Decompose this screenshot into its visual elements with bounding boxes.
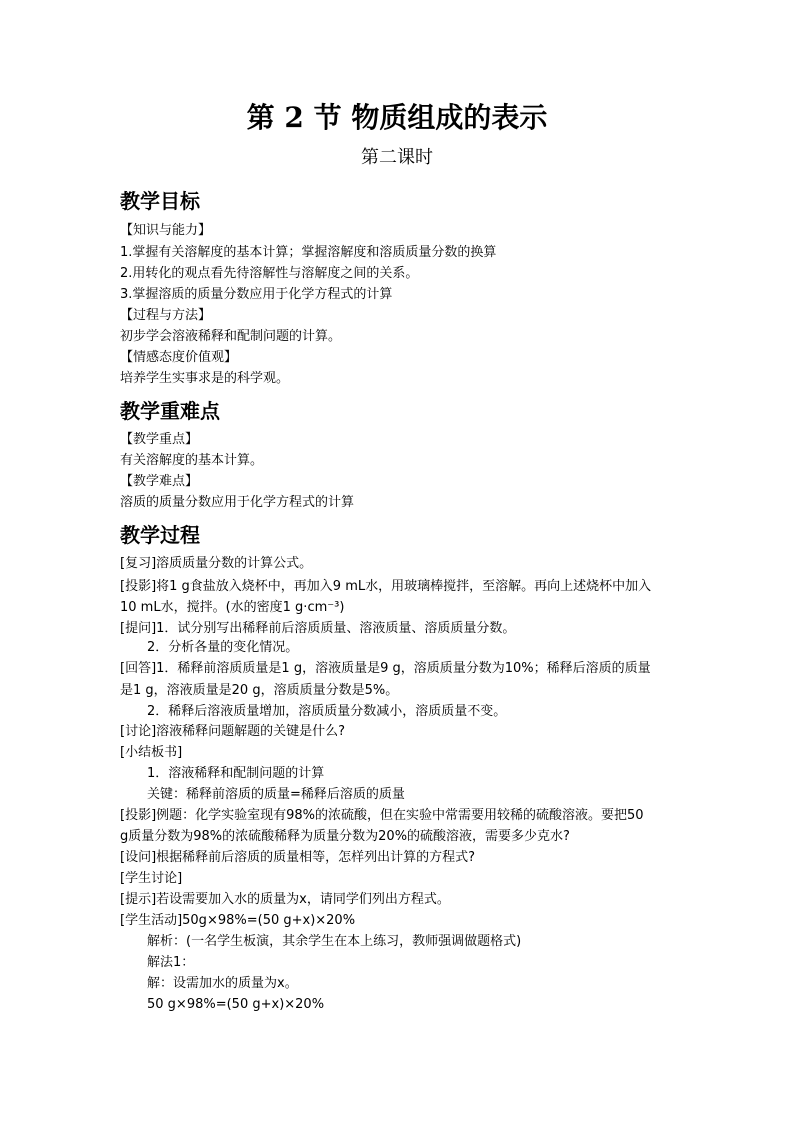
objectives-line: 【过程与方法】 <box>120 308 212 323</box>
section-heading-process: 教学过程 <box>120 523 200 547</box>
process-line: 50 g×98%=(50 g+x)×20% <box>147 997 325 1012</box>
key-points-line: 【教学难点】 <box>120 474 199 489</box>
process-line: g质量分数为98%的浓硫酸稀释为质量分数为20%的硫酸溶液，需要多少克水? <box>120 829 570 844</box>
page-subtitle: 第二课时 <box>361 147 433 168</box>
process-line: [投影]例题：化学实验室现有98%的浓硫酸，但在实验中常需要用较稀的硫酸溶液。要把50 <box>120 808 644 823</box>
process-line: 是1 g，溶液质量是20 g，溶质质量分数是5%。 <box>120 683 399 698</box>
process-line: [设问]根据稀释前后溶质的质量相等，怎样列出计算的方程式? <box>120 850 476 865</box>
process-line: 关键：稀释前溶质的质量=稀释后溶质的质量 <box>147 787 405 802</box>
objectives-line: 初步学会溶液稀释和配制问题的计算。 <box>120 329 342 344</box>
process-line: 10 mL水，搅拌。(水的密度1 g·cm⁻³) <box>120 600 345 615</box>
section-heading-objectives: 教学目标 <box>120 189 200 213</box>
process-line: [小结板书] <box>120 745 183 760</box>
process-line: 2．稀释后溶液质量增加，溶质质量分数减小，溶质质量不变。 <box>147 704 507 719</box>
page-title: 第 2 节 物质组成的表示 <box>246 101 548 134</box>
process-line: 解：设需加水的质量为x。 <box>147 976 298 991</box>
key-points-line: 【教学重点】 <box>120 432 199 447</box>
objectives-line: 培养学生实事求是的科学观。 <box>120 371 290 386</box>
process-line: 1．溶液稀释和配制问题的计算 <box>147 766 325 781</box>
process-line: [讨论]溶液稀释问题解题的关键是什么? <box>120 724 346 739</box>
process-line: [回答]1．稀释前溶质质量是1 g，溶液质量是9 g，溶质质量分数为10%；稀释后溶质的质量 <box>120 661 651 676</box>
process-line: [学生活动]50g×98%=(50 g+x)×20% <box>120 913 356 928</box>
process-line: [提问]1．试分别写出稀释前后溶质质量、溶液质量、溶质质量分数。 <box>120 621 516 636</box>
key-points-line: 有关溶解度的基本计算。 <box>120 453 264 468</box>
process-line: [学生讨论] <box>120 871 183 886</box>
process-line: 解法1： <box>147 955 195 970</box>
process-line: 2．分析各量的变化情况。 <box>147 640 299 655</box>
objectives-line: 3.掌握溶质的质量分数应用于化学方程式的计算 <box>120 287 393 302</box>
process-line: [投影]将1 g食盐放入烧杯中，再加入9 mL水，用玻璃棒搅拌，至溶解。再向上述烧杯中加入 <box>120 579 652 594</box>
key-points-line: 溶质的质量分数应用于化学方程式的计算 <box>120 495 355 510</box>
objectives-line: 【知识与能力】 <box>120 223 212 238</box>
objectives-line: 2.用转化的观点看先待溶解性与溶解度之间的关系。 <box>120 266 419 281</box>
process-line: [提示]若设需要加入水的质量为x，请同学们列出方程式。 <box>120 892 450 907</box>
section-heading-key-points: 教学重难点 <box>120 399 220 423</box>
objectives-line: 1.掌握有关溶解度的基本计算；掌握溶解度和溶质质量分数的换算 <box>120 245 497 260</box>
objectives-line: 【情感态度价值观】 <box>120 350 238 365</box>
process-line: [复习]溶质质量分数的计算公式。 <box>120 556 313 571</box>
process-line: 解析：(一名学生板演，其余学生在本上练习，教师强调做题格式) <box>147 934 522 949</box>
